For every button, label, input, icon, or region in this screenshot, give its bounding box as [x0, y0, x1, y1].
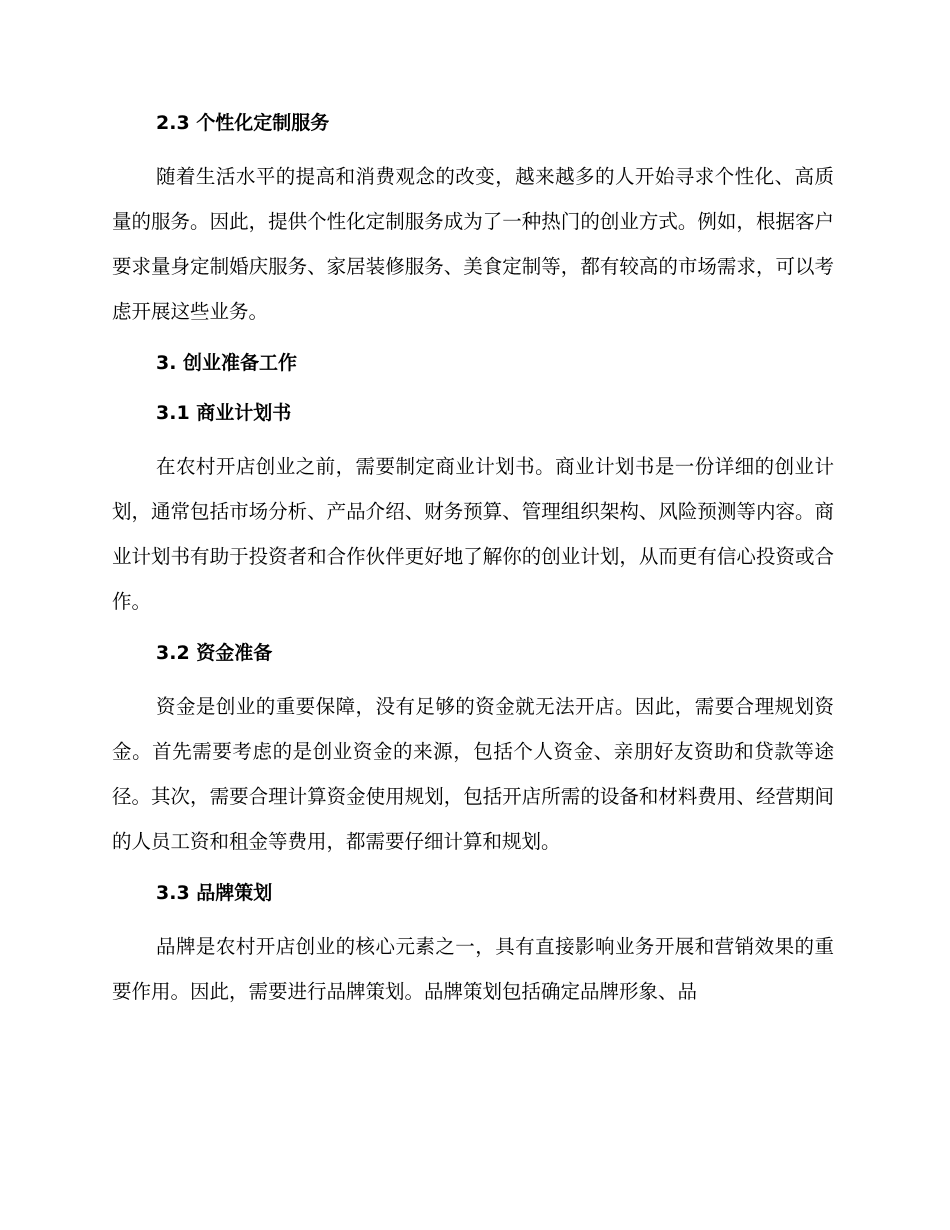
section-heading-3-2: 3.2 资金准备	[156, 642, 273, 664]
section-heading-3-3: 3.3 品牌策划	[156, 882, 273, 904]
section-paragraph-2-3: 随着生活水平的提高和消费观念的改变，越来越多的人开始寻求个性化、高质量的服务。因此，提供个性化定制服务成为了一种热门的创业方式。例如，根据客户要求量身定制婚庆服务、家居装修服务、美食定制等，都有较高的市场需求，可以考虑开展这些业务。	[112, 165, 834, 323]
section-heading-2-3: 2.3 个性化定制服务	[156, 112, 330, 134]
section-paragraph-3-2: 资金是创业的重要保障，没有足够的资金就无法开店。因此，需要合理规划资金。首先需要考虑的是创业资金的来源，包括个人资金、亲朋好友资助和贷款等途径。其次，需要合理计算资金使用规划，包括开店所需的设备和材料费用、经营期间的人员工资和租金等费用，都需要仔细计算和规划。	[112, 695, 834, 853]
document-page	[112, 108, 834, 1014]
section-heading-3-1: 3.1 商业计划书	[156, 402, 292, 424]
section-heading-3: 3. 创业准备工作	[156, 352, 298, 374]
section-paragraph-3-3: 品牌是农村开店创业的核心元素之一，具有直接影响业务开展和营销效果的重要作用。因此，需要进行品牌策划。品牌策划包括确定品牌形象、品	[112, 935, 834, 1003]
section-paragraph-3-1: 在农村开店创业之前，需要制定商业计划书。商业计划书是一份详细的创业计划，通常包括市场分析、产品介绍、财务预算、管理组织架构、风险预测等内容。商业计划书有助于投资者和合作伙伴更好地了解你的创业计划，从而更有信心投资或合作。	[112, 455, 834, 613]
